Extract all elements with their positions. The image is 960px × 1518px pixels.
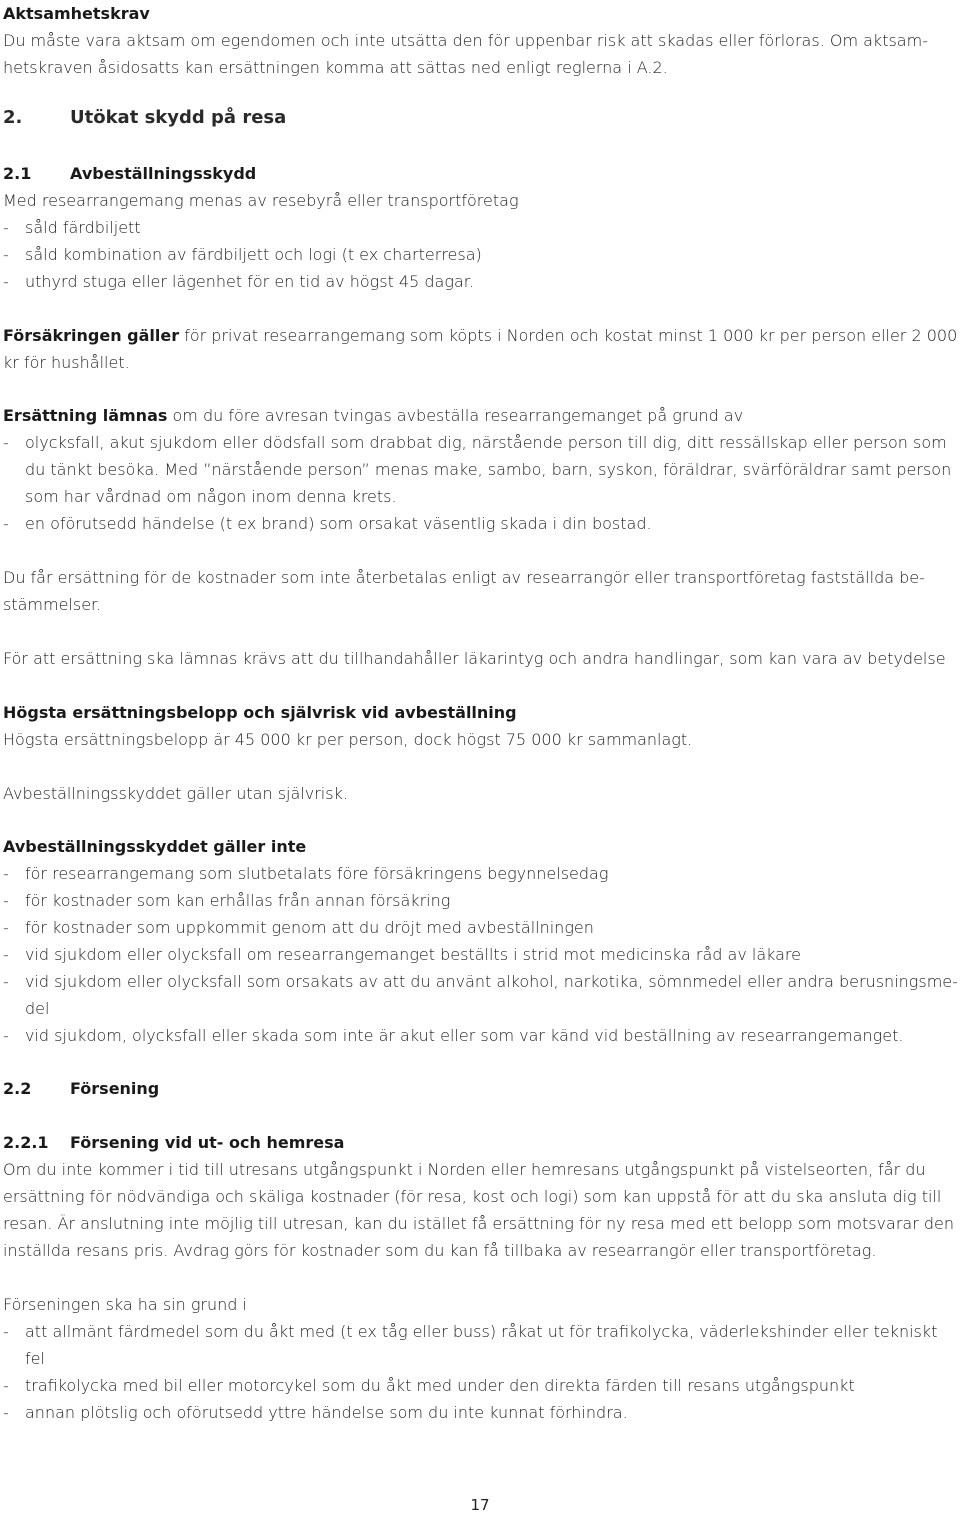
list-item: - trafikolycka med bil eller motorcykel som du åkt med under den direkta färden till resans utgångspunkt — [3, 1376, 855, 1395]
list-item: - för researrangemang som slutbetalats före försäkringens begynnelsedag — [3, 864, 609, 883]
section-2-2-1-number: 2.2.1 — [3, 1133, 49, 1152]
section-2-title: Utökat skydd på resa — [70, 107, 287, 128]
list-item: - en oförutsedd händelse (t ex brand) som orsakat väsentlig skada i din bostad. — [3, 514, 652, 533]
list-item: - att allmänt färdmedel som du åkt med (t ex tåg eller buss) råkat ut för trafikolycka, väderlekshinder eller tekniskt fel — [3, 1322, 938, 1368]
ersattning-paragraph: Ersättning lämnas om du före avresan tvingas avbeställa researrangemanget på grund av - olycksfall, akut sjukdom eller dödsfall som drabbat dig, närstående person till dig, ditt ressällskap eller person som du tänkt besöka. Med ”närstående person” menas make, sambo, barn, syskon, föräldrar, svärföräldrar samt person som har vårdnad om någon inom denna krets. - en oförutsedd händelse (t ex brand) som orsakat väsentlig skada i din bostad. — [3, 402, 958, 537]
list-item: - såld färdbiljett — [3, 218, 141, 237]
sjalvrisk-paragraph: Avbeställningsskyddet gäller utan självrisk. — [3, 784, 348, 803]
grund-intro: Förseningen ska ha sin grund i — [3, 1295, 247, 1314]
aktsamhet-section — [3, 0, 958, 81]
galler-bold: Försäkringen gäller — [3, 326, 180, 345]
aktsamhet-heading: Aktsamhetskrav — [3, 4, 150, 23]
section-2-1 — [3, 160, 958, 295]
list-item: - vid sjukdom eller olycksfall om researrangemanget beställts i strid mot medicinska råd av läkare — [3, 945, 801, 964]
ersattning-bold: Ersättning lämnas — [3, 406, 168, 425]
section-2-2-heading — [3, 1075, 958, 1102]
belopp-heading: Högsta ersättningsbelopp och självrisk vid avbeställning — [3, 703, 517, 722]
list-item: - olycksfall, akut sjukdom eller dödsfall som drabbat dig, närstående person till dig, ditt ressällskap eller person som du tänkt besöka. Med ”närstående person” menas make, sambo, barn, syskon, föräldrar, svärföräldrar samt person som har vårdnad om någon inom denna krets. — [3, 433, 952, 506]
list-item: - vid sjukdom, olycksfall eller skada som inte är akut eller som var känd vid beställning av researrangemanget. — [3, 1026, 904, 1045]
belopp-section — [3, 699, 958, 753]
section-2-1-title: Avbeställningsskydd — [70, 164, 257, 183]
list-item: - för kostnader som kan erhållas från annan försäkring — [3, 891, 451, 910]
list-item: - annan plötslig och oförutsedd yttre händelse som du inte kunnat förhindra. — [3, 1403, 628, 1422]
list-item: - såld kombination av färdbiljett och logi (t ex charterresa) — [3, 245, 482, 264]
aktsamhet-line-2: hetskraven åsidosatts kan ersättningen komma att sättas ned enligt reglerna i A.2. — [3, 58, 668, 77]
lakarintyg-paragraph: För att ersättning ska lämnas krävs att du tillhandahåller läkarintyg och andra handlingar, som kan vara av betydelse — [3, 649, 946, 668]
section-2-2-number: 2.2 — [3, 1079, 32, 1098]
belopp-text: Högsta ersättningsbelopp är 45 000 kr per person, dock högst 75 000 kr sammanlagt. — [3, 730, 693, 749]
grund-section — [3, 1291, 958, 1426]
list-item: - uthyrd stuga eller lägenhet för en tid av högst 45 dagar. — [3, 272, 474, 291]
page-number: 17 — [470, 1496, 490, 1514]
section-2-1-number: 2.1 — [3, 164, 32, 183]
galler-inte-heading: Avbeställningsskyddet gäller inte — [3, 837, 307, 856]
researrangemang-intro: Med researrangemang menas av resebyrå eller transportföretag — [3, 191, 519, 210]
section-2-2-1: 2.2.1 Försening vid ut- och hemresa Om du inte kommer i tid till utresans utgångspunkt i Norden eller hemresans utgångspunkt på vistelseorten, får du ersättning för nödvändiga och skäliga kostnader (för resa, kost och logi) som kan uppstå för att du ska ansluta dig till resan. Är anslutning inte möjlig till utresan, kan du istället få ersättning för ny resa med ett belopp som motsvarar den inställda resans pris. Avdrag görs för kostnader som du kan få tillbaka av researrangör eller transportföretag. — [3, 1129, 958, 1264]
section-2-2-1-title: Försening vid ut- och hemresa — [70, 1133, 345, 1152]
galler-inte-section — [3, 833, 958, 1049]
forsakring-galler-paragraph: Försäkringen gäller för privat researrangemang som köpts i Norden och kostat minst 1 000 kr per person eller 2 000 kr för hushållet. — [3, 326, 958, 372]
section-2-heading — [3, 104, 958, 131]
section-2-number: 2. — [3, 107, 23, 128]
list-item: - vid sjukdom eller olycksfall som orsakats av att du använt alkohol, narkotika, sömnmedel eller andra berusningsme- del — [3, 972, 958, 1018]
section-2-2-title: Försening — [70, 1079, 160, 1098]
kostnader-paragraph: Du får ersättning för de kostnader som inte återbetalas enligt av researrangör eller transportföretag fastställda be- stämmelser. — [3, 568, 925, 614]
aktsamhet-line-1: Du måste vara aktsam om egendomen och inte utsätta den för uppenbar risk att skadas eller förloras. Om aktsam- — [3, 31, 928, 50]
list-item: - för kostnader som uppkommit genom att du dröjt med avbeställningen — [3, 918, 594, 937]
